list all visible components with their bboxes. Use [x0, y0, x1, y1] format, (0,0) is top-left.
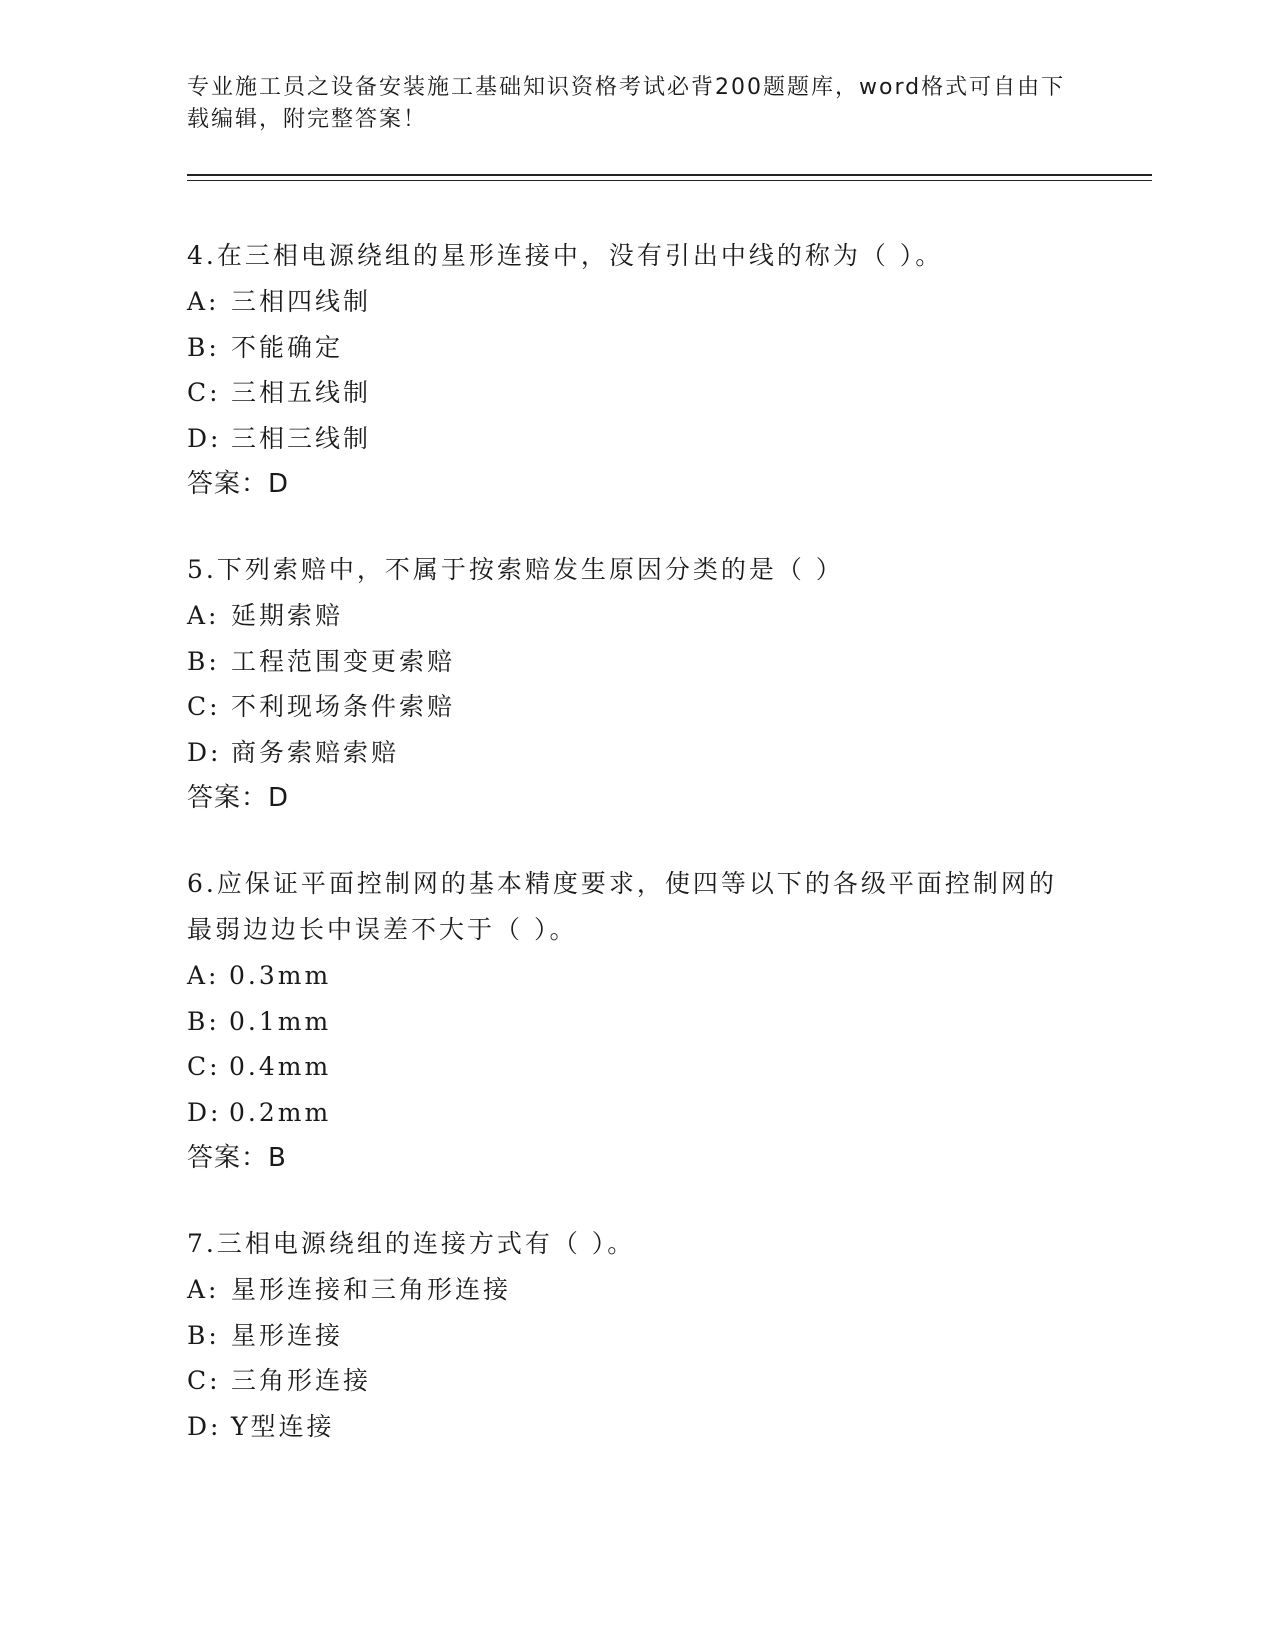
option-c — [187, 684, 1152, 730]
question-stem: 6.应保证平面控制网的基本精度要求，使四等以下的各级平面控制网的最弱边边长中误差不大于（ ）。 — [187, 869, 1057, 944]
option-d — [187, 416, 1152, 462]
option-text: 0.4mm — [229, 1052, 332, 1081]
document-page — [187, 72, 1152, 1449]
option-label: B: — [187, 646, 220, 676]
option-text: 不利现场条件索赔 — [231, 692, 456, 721]
option-text: 0.3mm — [229, 961, 332, 990]
option-a — [187, 279, 1152, 325]
option-text: 不能确定 — [231, 332, 344, 362]
option-label: A: — [187, 961, 220, 990]
option-c — [187, 370, 1152, 416]
question-4 — [187, 233, 1152, 507]
option-text: 延期索赔 — [231, 601, 344, 630]
option-label: D: — [187, 1097, 222, 1127]
question-6 — [187, 861, 1152, 1181]
question-stem: 4.在三相电源绕组的星形连接中，没有引出中线的称为（ ）。 — [187, 241, 944, 270]
option-label: A: — [187, 1275, 220, 1304]
option-b — [187, 1313, 1152, 1359]
option-label: B: — [187, 332, 220, 362]
question-stem: 7.三相电源绕组的连接方式有（ ）。 — [187, 1229, 636, 1258]
option-a — [187, 593, 1152, 639]
option-b — [187, 325, 1152, 371]
option-label: C: — [187, 378, 221, 407]
option-text: 星形连接 — [231, 1320, 344, 1350]
option-text: 0.2mm — [229, 1097, 332, 1127]
answer-line: 答案：B — [187, 1143, 287, 1173]
option-text: 三相五线制 — [231, 378, 372, 407]
option-label: B: — [187, 1320, 220, 1350]
answer-line: 答案：D — [187, 783, 290, 813]
option-label: D: — [187, 1411, 222, 1441]
option-b — [187, 999, 1152, 1045]
option-a — [187, 953, 1152, 999]
option-text: Y型连接 — [231, 1411, 335, 1441]
option-c — [187, 1358, 1152, 1404]
option-d — [187, 1404, 1152, 1450]
option-c — [187, 1044, 1152, 1090]
option-text: 0.1mm — [229, 1006, 332, 1036]
option-d — [187, 1090, 1152, 1136]
option-label: B: — [187, 1006, 220, 1036]
option-label: D: — [187, 737, 222, 767]
option-text: 三相三线制 — [231, 423, 372, 453]
option-text: 三相四线制 — [231, 287, 372, 316]
option-d — [187, 730, 1152, 776]
answer-line: 答案：D — [187, 469, 290, 499]
option-label: C: — [187, 1052, 221, 1081]
option-label: D: — [187, 423, 222, 453]
question-5 — [187, 547, 1152, 821]
question-stem: 5.下列索赔中，不属于按索赔发生原因分类的是（ ） — [187, 555, 844, 584]
option-text: 商务索赔索赔 — [231, 737, 400, 767]
option-text: 工程范围变更索赔 — [231, 646, 456, 676]
option-a — [187, 1267, 1152, 1313]
option-label: C: — [187, 1366, 221, 1395]
option-label: A: — [187, 287, 220, 316]
question-7 — [187, 1221, 1152, 1449]
header-divider — [187, 174, 1152, 181]
option-text: 星形连接和三角形连接 — [231, 1275, 512, 1304]
document-header-text: 专业施工员之设备安装施工基础知识资格考试必背200题题库，word格式可自由下载编辑，附完整答案！ — [187, 75, 1066, 132]
option-b — [187, 639, 1152, 685]
option-text: 三角形连接 — [231, 1366, 372, 1395]
option-label: C: — [187, 692, 221, 721]
option-label: A: — [187, 601, 220, 630]
